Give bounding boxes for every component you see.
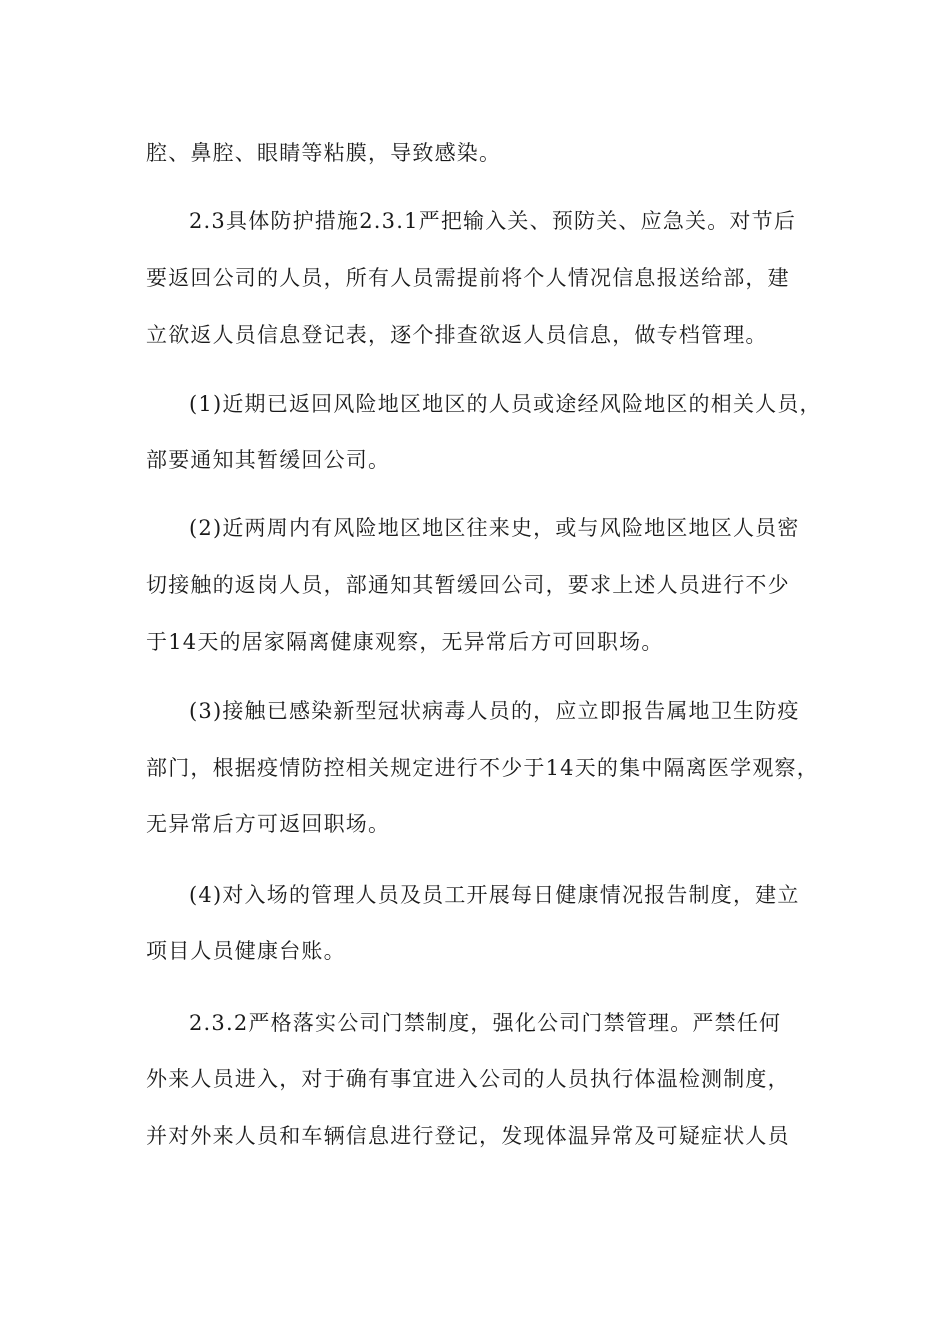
paragraph-line: 外来人员进入，对于确有事宜进入公司的人员执行体温检测制度， [146, 1067, 790, 1091]
paragraph-line: 2.3具体防护措施2.3.1严把输入关、预防关、应急关。对节后 [189, 209, 797, 233]
paragraph-line: (4)对入场的管理人员及员工开展每日健康情况报告制度，建立 [189, 883, 800, 907]
paragraph-line: 项目人员健康台账。 [146, 939, 346, 963]
paragraph-line: 切接触的返岗人员，部通知其暂缓回公司，要求上述人员进行不少 [146, 573, 790, 597]
paragraph-line: 无异常后方可返回职场。 [146, 812, 391, 836]
paragraph-line: (2)近两周内有风险地区地区往来史，或与风险地区地区人员密 [189, 516, 800, 540]
paragraph-line: 立欲返人员信息登记表，逐个排查欲返人员信息，做专档管理。 [146, 323, 768, 347]
paragraph-line: (3)接触已感染新型冠状病毒人员的，应立即报告属地卫生防疫 [189, 699, 800, 723]
paragraph-line: (1)近期已返回风险地区地区的人员或途经风险地区的相关人员， [189, 392, 822, 416]
paragraph-line: 并对外来人员和车辆信息进行登记，发现体温异常及可疑症状人员 [146, 1124, 790, 1148]
paragraph-line: 要返回公司的人员，所有人员需提前将个人情况信息报送给部，建 [146, 266, 790, 290]
paragraph-line: 于14天的居家隔离健康观察，无异常后方可回职场。 [146, 630, 664, 654]
paragraph-line: 部要通知其暂缓回公司。 [146, 448, 391, 472]
paragraph-line: 部门，根据疫情防控相关规定进行不少于14天的集中隔离医学观察， [146, 756, 819, 780]
paragraph-line: 2.3.2严格落实公司门禁制度，强化公司门禁管理。严禁任何 [189, 1011, 782, 1035]
paragraph-line: 腔、鼻腔、眼睛等粘膜，导致感染。 [146, 141, 502, 165]
